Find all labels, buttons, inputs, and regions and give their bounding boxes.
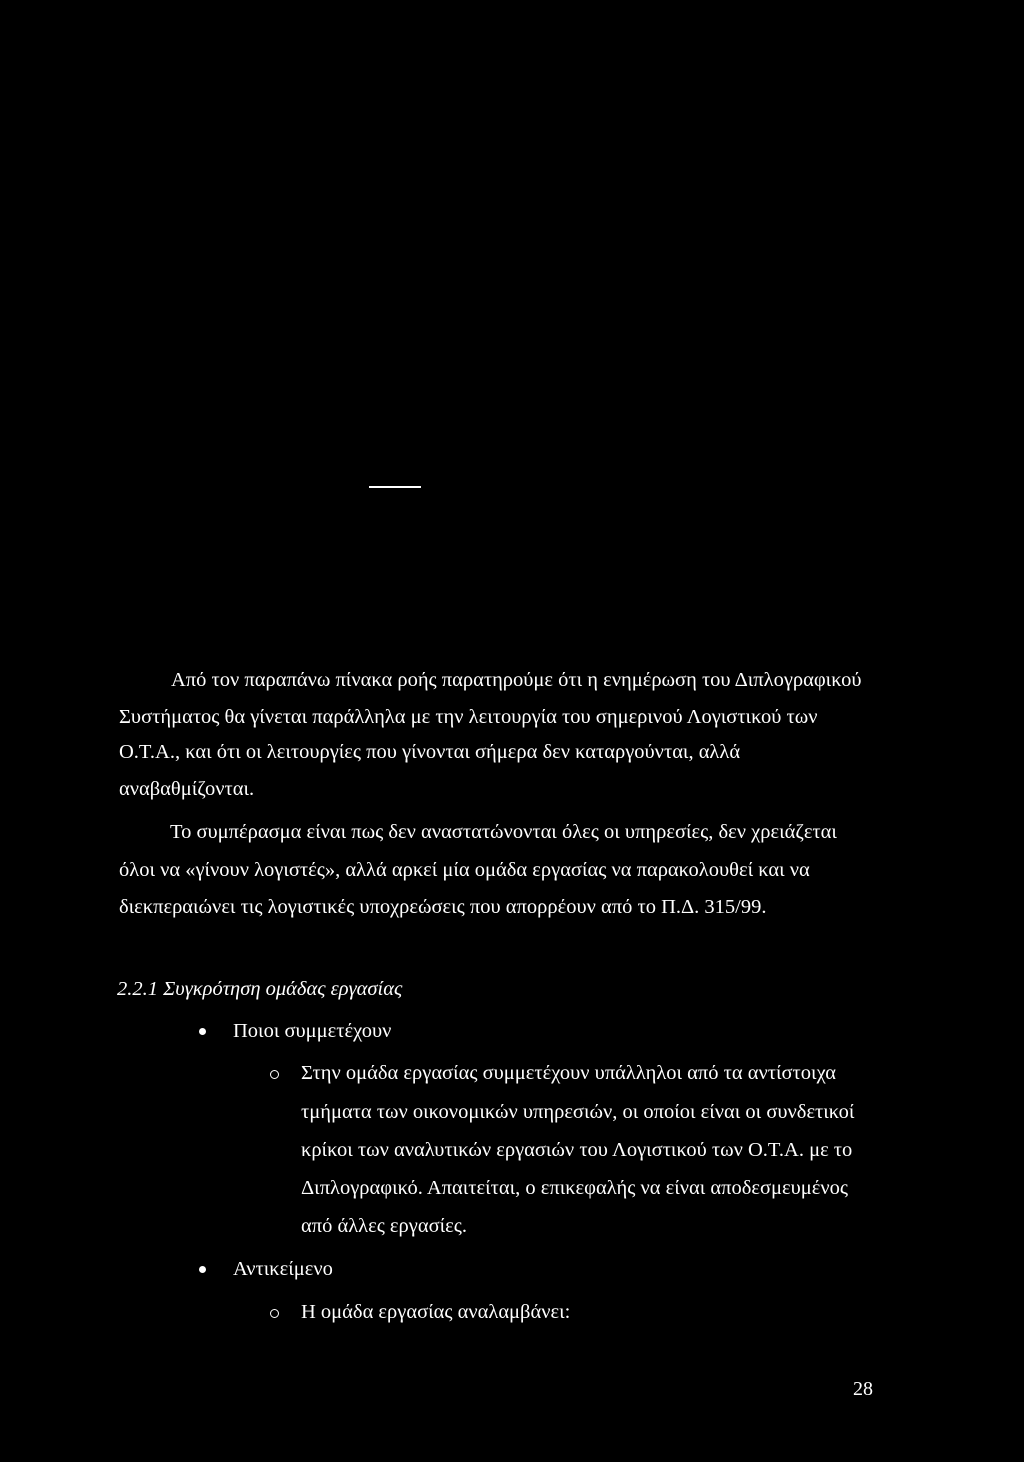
paragraph-2-line-2: όλοι να «γίνουν λογιστές», αλλά αρκεί μία ομάδα εργασίας να παρακολουθεί και να bbox=[119, 859, 810, 881]
bullet-icon bbox=[199, 1266, 206, 1273]
list-item-label: Αντικείμενο bbox=[233, 1258, 333, 1280]
divider-rule bbox=[369, 486, 421, 488]
list-item-label: Ποιοι συμμετέχουν bbox=[233, 1020, 392, 1042]
paragraph-2-line-3: διεκπεραιώνει τις λογιστικές υποχρεώσεις που απορρέουν από το Π.Δ. 315/99. bbox=[119, 896, 767, 918]
paragraph-2-line-1: Το συμπέρασμα είναι πως δεν αναστατώνονται όλες οι υπηρεσίες, δεν χρειάζεται bbox=[170, 821, 837, 843]
paragraph-1-line-4: αναβαθμίζονται. bbox=[119, 778, 255, 800]
bullet-icon bbox=[199, 1028, 206, 1035]
sub-item-line-4: Διπλογραφικό. Απαιτείται, ο επικεφαλής να είναι αποδεσμευμένος bbox=[301, 1177, 849, 1199]
hollow-bullet-icon bbox=[270, 1309, 279, 1318]
sub-item-line-3: κρίκοι των αναλυτικών εργασιών του Λογιστικού των Ο.Τ.Α. με το bbox=[301, 1139, 853, 1161]
sub-item-line-2: τμήματα των οικονομικών υπηρεσιών, οι οποίοι είναι οι συνδετικοί bbox=[301, 1101, 855, 1123]
hollow-bullet-icon bbox=[270, 1070, 279, 1079]
paragraph-1-line-2: Συστήματος θα γίνεται παράλληλα με την λειτουργία του σημερινού Λογιστικού των bbox=[119, 706, 818, 728]
paragraph-1-line-3: Ο.Τ.Α., και ότι οι λειτουργίες που γίνονται σήμερα δεν καταργούνται, αλλά bbox=[119, 741, 741, 763]
section-heading: 2.2.1 Συγκρότηση ομάδας εργασίας bbox=[117, 978, 403, 1000]
sub-item-line-1: Στην ομάδα εργασίας συμμετέχουν υπάλληλοι από τα αντίστοιχα bbox=[301, 1062, 836, 1084]
sub-item-line-1: Η ομάδα εργασίας αναλαμβάνει: bbox=[301, 1301, 571, 1323]
page-number: 28 bbox=[853, 1378, 873, 1400]
sub-item-line-5: από άλλες εργασίες. bbox=[301, 1215, 467, 1237]
paragraph-1-line-1: Από τον παραπάνω πίνακα ροής παρατηρούμε ότι η ενημέρωση του Διπλογραφικού bbox=[171, 669, 862, 691]
